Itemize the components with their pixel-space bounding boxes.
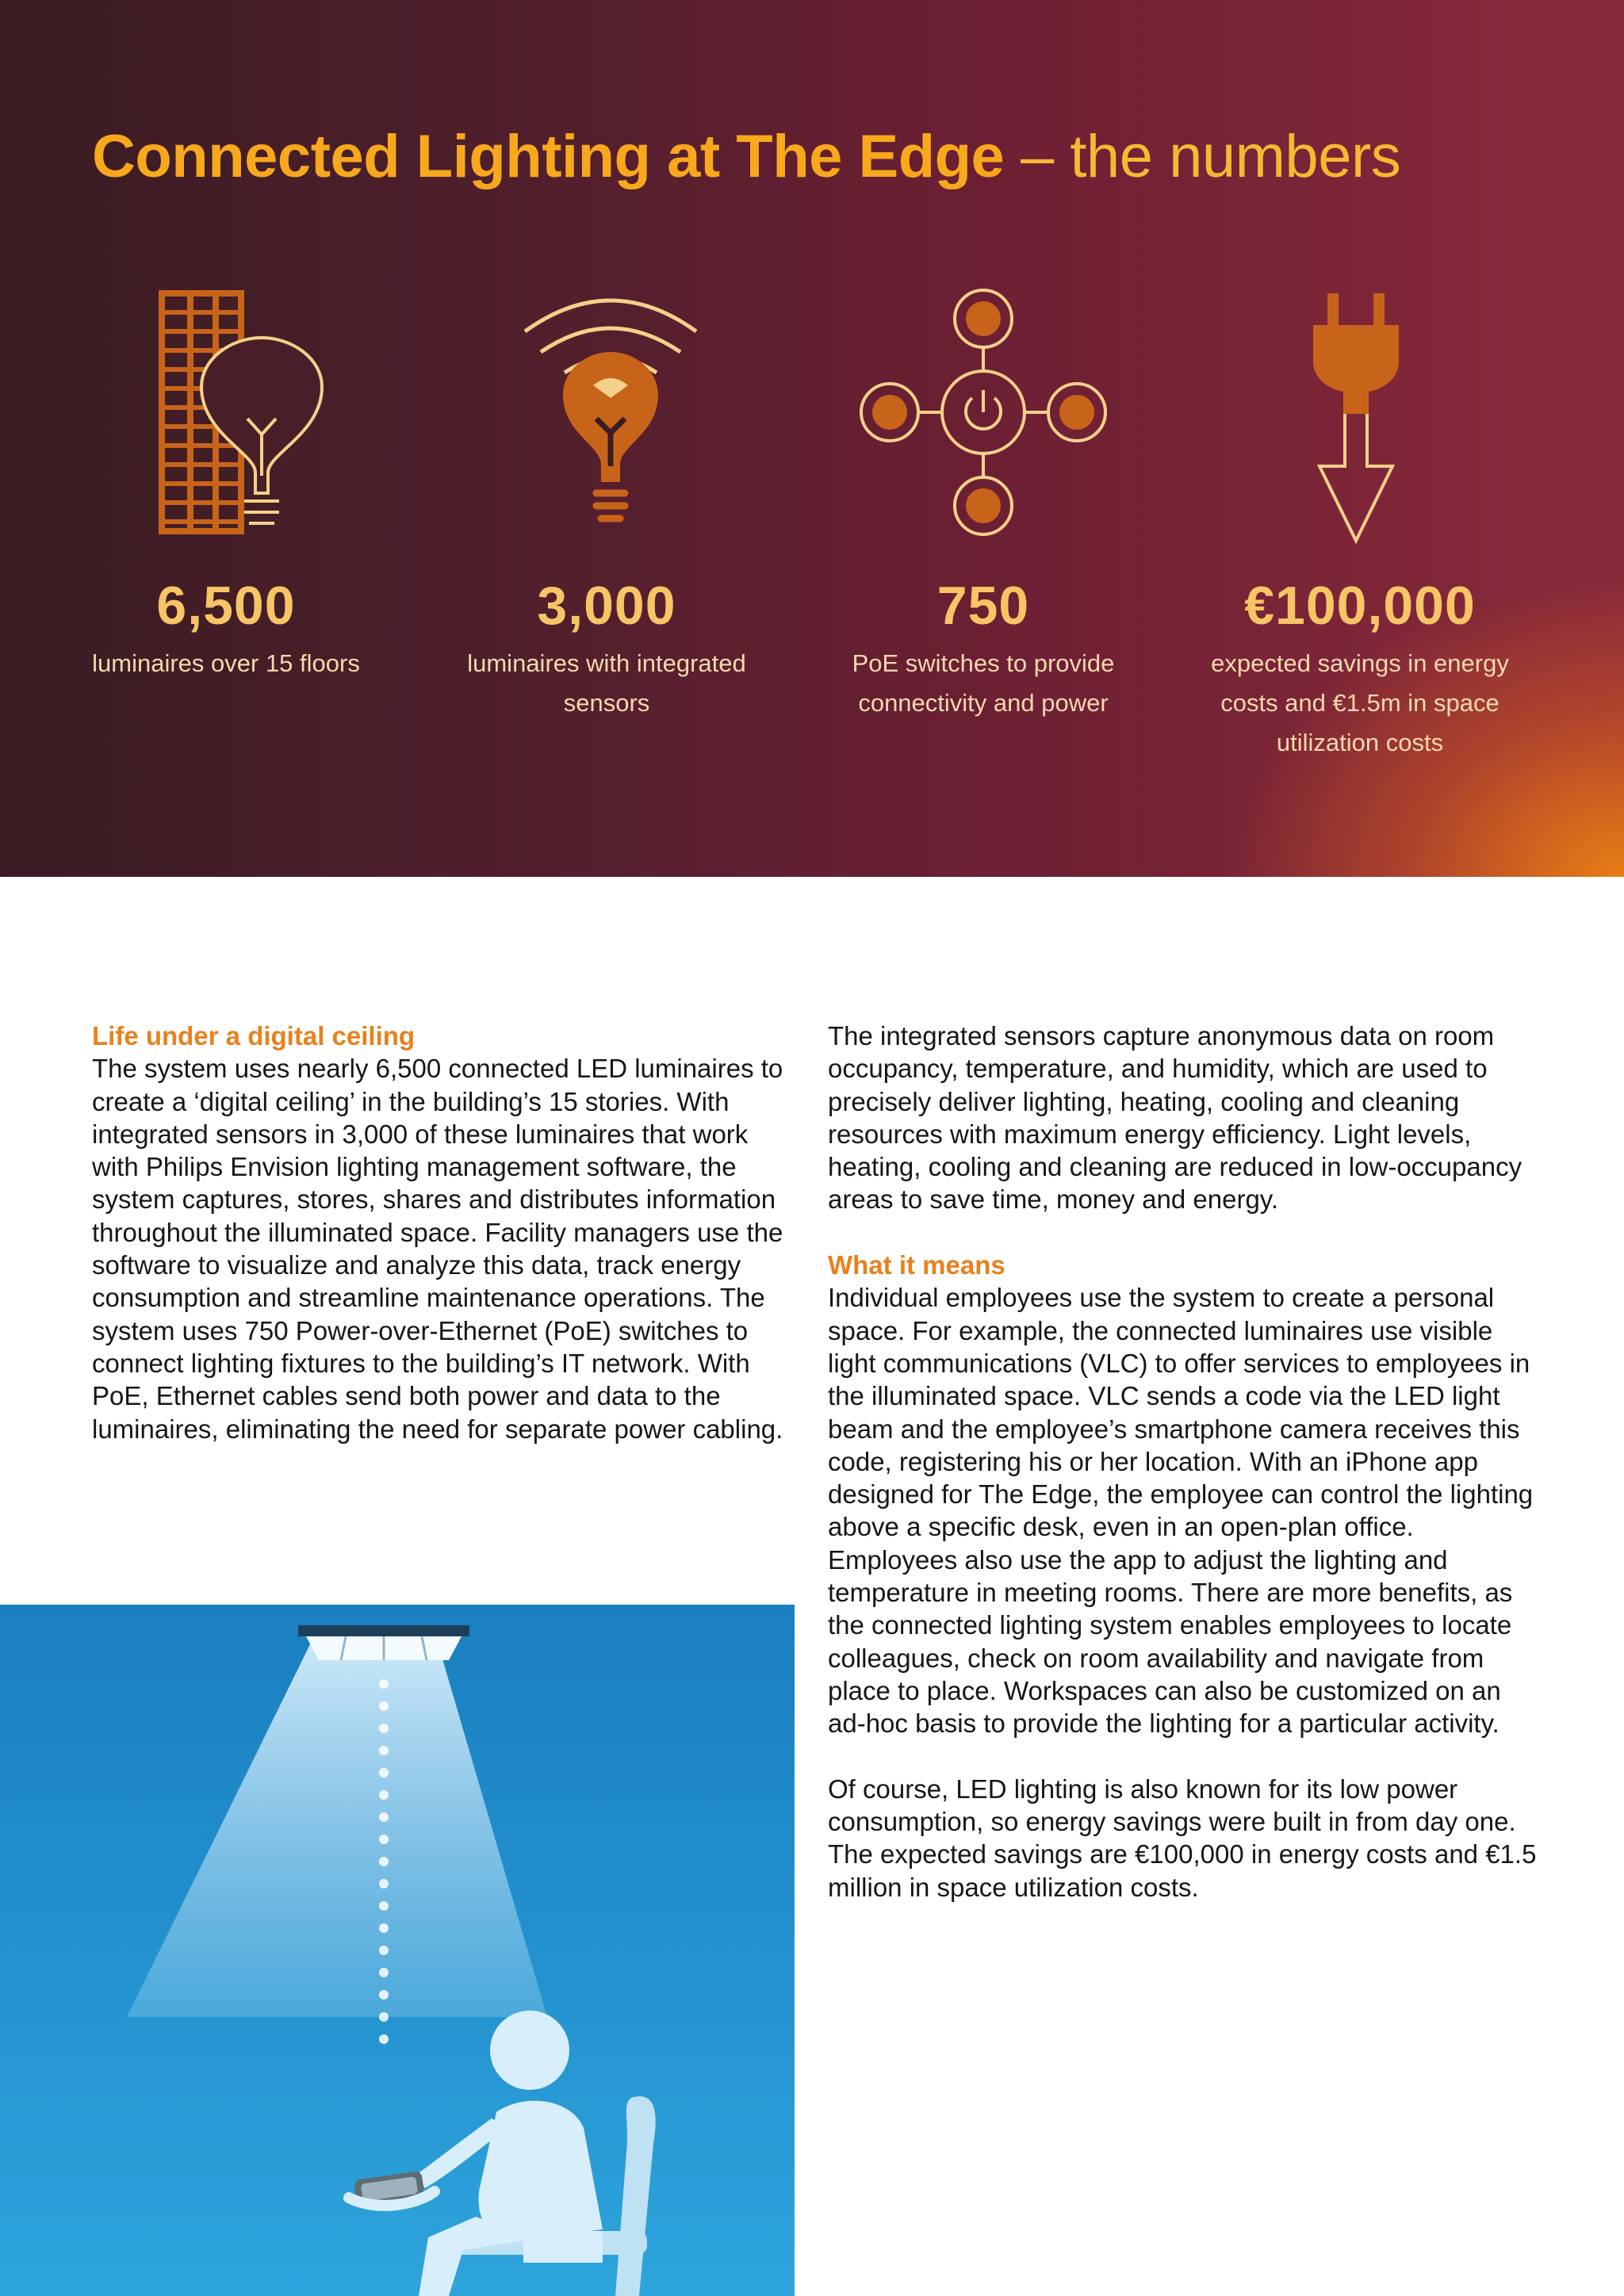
hero-banner (0, 0, 1624, 877)
closing-paragraph: Of course, LED lighting is also known for its low power consumption, so energy savings were built in from day one. The expected savings are €100,000 in energy costs and €1.5 million in space utilization costs. (828, 1774, 1537, 1902)
title-suffix: – the numbers (1020, 123, 1401, 190)
plug-savings-icon (1300, 285, 1411, 547)
section-heading-what-it-means: What it means (828, 1250, 1005, 1280)
stat-poe-switches (809, 574, 1158, 723)
stat-label: expected savings in energy costs and €1.5m in space utilization costs (1211, 649, 1509, 756)
stat-expected-savings (1182, 574, 1538, 763)
stat-label: luminaires with integrated sensors (467, 649, 746, 717)
page-title (92, 119, 1400, 195)
stat-sensor-luminaires (424, 574, 789, 723)
section-body-what-it-means: Individual employees use the system to create a personal space. For example, the connected luminaires use visible light communications (VLC) to offer services to employees in the illuminated space. VLC sends a code via the LED light beam and the employee’s smartphone camera receives this code, registering his or her location. With an iPhone app designed for The Edge, the employee can control the lighting above a specific desk, even in an open-plan office. Employees also use the app to adjust the lighting and temperature in meeting rooms. There are more benefits, as the connected lighting system enables employees to locate colleagues, check on room availability and navigate from place to place. Workspaces can also be customized on an ad-hoc basis to provide the lighting for a particular activity. (828, 1283, 1534, 1739)
poe-switch-icon (856, 285, 1110, 539)
stat-value: 750 (936, 576, 1030, 636)
sensor-bulb-icon (515, 285, 706, 539)
left-column (92, 1020, 798, 1445)
stat-value: €100,000 (1244, 576, 1476, 636)
illustration-person-under-light (0, 1605, 795, 2296)
stat-label: luminaires over 15 floors (92, 649, 360, 677)
stat-label: PoE switches to provide connectivity and power (852, 649, 1115, 717)
title-main: Connected Lighting at The Edge (92, 123, 1005, 190)
section-heading-digital-ceiling: Life under a digital ceiling (92, 1021, 416, 1050)
right-column (828, 1020, 1542, 1904)
stat-luminaires (44, 574, 408, 683)
building-bulb-icon (151, 285, 341, 539)
ceiling-luminaire (298, 1625, 469, 1660)
sensors-paragraph: The integrated sensors capture anonymous data on room occupancy, temperature, and humidity, which are used to precisely deliver lighting, heating, cooling and cleaning resources with maximum energy efficiency. Light levels, heating, cooling and cleaning are reduced in low-occupancy areas to save time, money and energy. (828, 1021, 1522, 1215)
stat-value: 3,000 (537, 576, 676, 636)
stat-value: 6,500 (156, 576, 296, 636)
section-body-digital-ceiling: The system uses nearly 6,500 connected LED luminaires to create a ‘digital ceiling’ in the building’s 15 stories. With integrated sensors in 3,000 of these luminaires that work with Philips Envision lighting management software, the system captures, stores, shares and distributes information throughout the illuminated space. Facility managers use the software to visualize and analyze this data, track energy consumption and streamline maintenance operations. The system uses 750 Power-over-Ethernet (PoE) switches to connect lighting fixtures to the building’s IT network. With PoE, Ethernet cables send both power and data to the luminaires, eliminating the need for separate power cabling. (92, 1054, 783, 1444)
